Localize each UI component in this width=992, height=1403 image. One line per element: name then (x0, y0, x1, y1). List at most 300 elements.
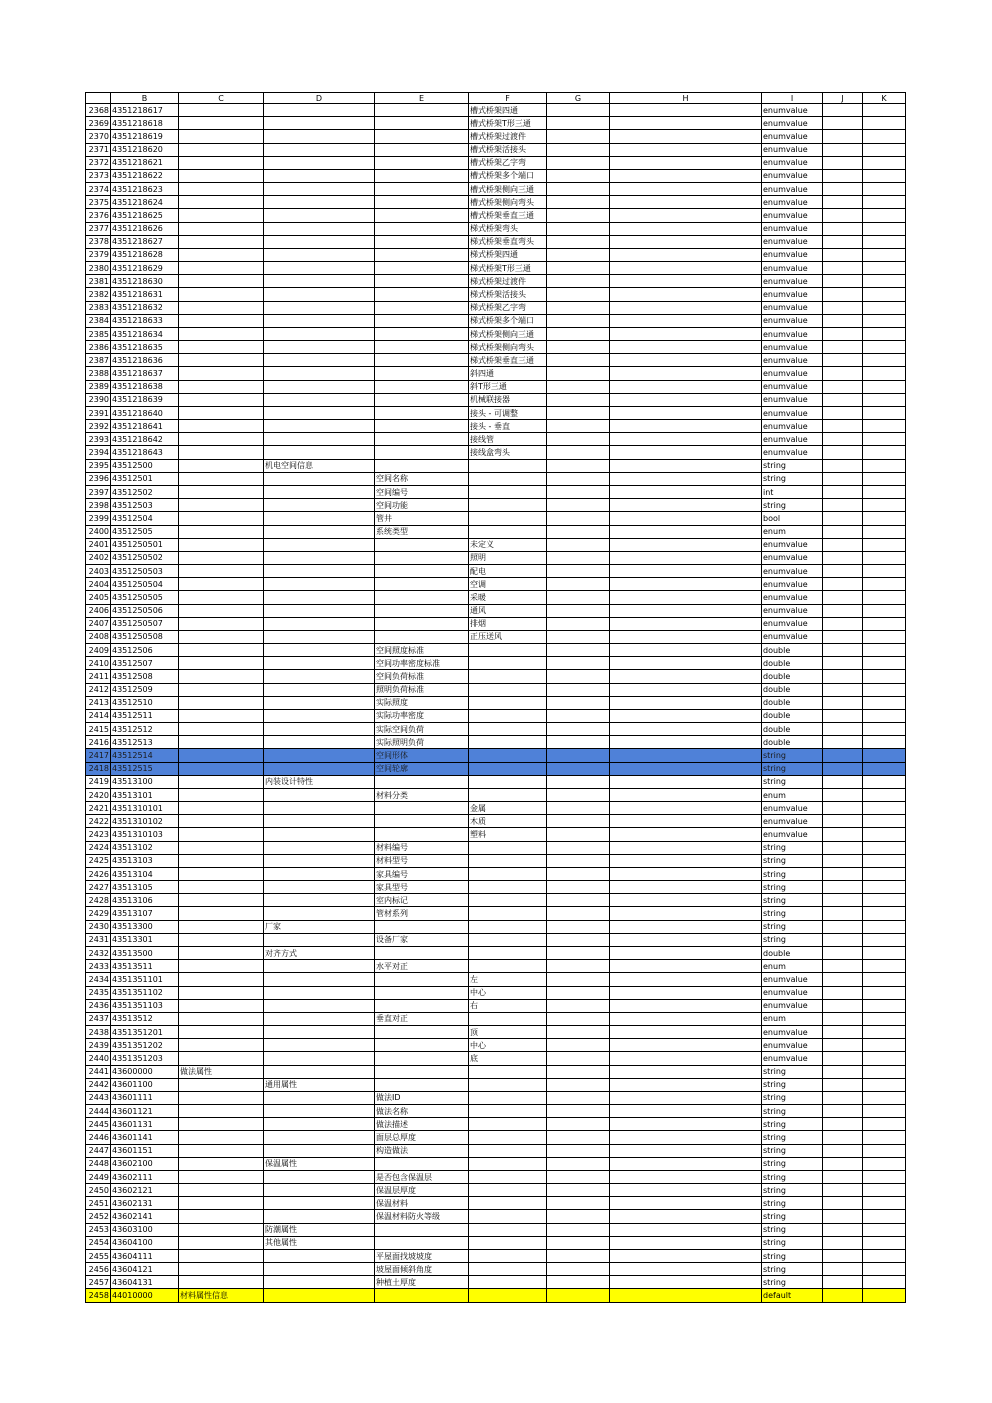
cell-i[interactable]: string (762, 1170, 823, 1183)
cell-i[interactable]: enumvalue (762, 275, 823, 288)
cell-h[interactable] (610, 815, 762, 828)
cell-i[interactable]: string (762, 933, 823, 946)
cell-h[interactable] (610, 183, 762, 196)
cell-c[interactable] (179, 1249, 264, 1262)
cell-e[interactable]: 材料分类 (375, 788, 469, 801)
cell-i[interactable]: enumvalue (762, 617, 823, 630)
cell-g[interactable] (547, 815, 610, 828)
cell-e[interactable] (375, 1157, 469, 1170)
cell-b[interactable]: 43602131 (111, 1197, 179, 1210)
cell-c[interactable] (179, 617, 264, 630)
row-number-cell[interactable]: 2387 (86, 354, 111, 367)
cell-e[interactable] (375, 341, 469, 354)
cell-i[interactable]: enumvalue (762, 1026, 823, 1039)
cell-b[interactable]: 43601151 (111, 1144, 179, 1157)
cell-k[interactable] (863, 1263, 906, 1276)
cell-b[interactable]: 43512509 (111, 683, 179, 696)
cell-k[interactable] (863, 907, 906, 920)
cell-b[interactable]: 43513100 (111, 775, 179, 788)
cell-j[interactable] (823, 960, 863, 973)
cell-d[interactable] (264, 683, 375, 696)
cell-h[interactable] (610, 986, 762, 999)
cell-f[interactable]: 梯式桥架过渡件 (469, 275, 547, 288)
row-number-cell[interactable]: 2458 (86, 1289, 111, 1302)
cell-k[interactable] (863, 248, 906, 261)
cell-b[interactable]: 4351351103 (111, 999, 179, 1012)
cell-j[interactable] (823, 1144, 863, 1157)
row-number-cell[interactable]: 2422 (86, 815, 111, 828)
cell-i[interactable]: enumvalue (762, 104, 823, 117)
cell-k[interactable] (863, 288, 906, 301)
cell-h[interactable] (610, 933, 762, 946)
cell-g[interactable] (547, 314, 610, 327)
row-number-cell[interactable]: 2412 (86, 683, 111, 696)
cell-d[interactable] (264, 538, 375, 551)
cell-c[interactable] (179, 130, 264, 143)
cell-c[interactable] (179, 367, 264, 380)
cell-i[interactable]: double (762, 736, 823, 749)
cell-j[interactable] (823, 1197, 863, 1210)
cell-e[interactable]: 家具编号 (375, 867, 469, 880)
cell-k[interactable] (863, 815, 906, 828)
cell-b[interactable]: 43602141 (111, 1210, 179, 1223)
cell-e[interactable]: 面层总厚度 (375, 1131, 469, 1144)
cell-g[interactable] (547, 406, 610, 419)
cell-g[interactable] (547, 169, 610, 182)
cell-h[interactable] (610, 406, 762, 419)
column-header[interactable]: B (111, 93, 179, 104)
cell-e[interactable] (375, 156, 469, 169)
row-number-cell[interactable]: 2433 (86, 960, 111, 973)
cell-c[interactable] (179, 1078, 264, 1091)
cell-h[interactable] (610, 1105, 762, 1118)
cell-b[interactable]: 43513512 (111, 1012, 179, 1025)
cell-k[interactable] (863, 341, 906, 354)
cell-h[interactable] (610, 644, 762, 657)
cell-k[interactable] (863, 222, 906, 235)
row-number-cell[interactable]: 2444 (86, 1105, 111, 1118)
cell-d[interactable] (264, 1118, 375, 1131)
cell-k[interactable] (863, 802, 906, 815)
row-number-cell[interactable]: 2398 (86, 499, 111, 512)
cell-g[interactable] (547, 696, 610, 709)
cell-b[interactable]: 4351310101 (111, 802, 179, 815)
cell-j[interactable] (823, 1131, 863, 1144)
cell-k[interactable] (863, 1197, 906, 1210)
cell-d[interactable]: 通用属性 (264, 1078, 375, 1091)
cell-c[interactable] (179, 1052, 264, 1065)
cell-k[interactable] (863, 525, 906, 538)
cell-i[interactable]: enumvalue (762, 578, 823, 591)
cell-j[interactable] (823, 604, 863, 617)
cell-e[interactable] (375, 367, 469, 380)
cell-b[interactable]: 43513105 (111, 881, 179, 894)
cell-h[interactable] (610, 380, 762, 393)
cell-h[interactable] (610, 683, 762, 696)
cell-h[interactable] (610, 854, 762, 867)
cell-h[interactable] (610, 156, 762, 169)
cell-k[interactable] (863, 235, 906, 248)
cell-e[interactable] (375, 235, 469, 248)
cell-k[interactable] (863, 1091, 906, 1104)
cell-j[interactable] (823, 854, 863, 867)
cell-d[interactable] (264, 222, 375, 235)
cell-b[interactable]: 43512515 (111, 762, 179, 775)
row-number-cell[interactable]: 2374 (86, 183, 111, 196)
cell-g[interactable] (547, 1091, 610, 1104)
cell-g[interactable] (547, 867, 610, 880)
cell-f[interactable] (469, 1210, 547, 1223)
cell-e[interactable] (375, 617, 469, 630)
cell-d[interactable] (264, 749, 375, 762)
cell-g[interactable] (547, 235, 610, 248)
cell-f[interactable] (469, 670, 547, 683)
cell-k[interactable] (863, 828, 906, 841)
cell-g[interactable] (547, 709, 610, 722)
cell-g[interactable] (547, 472, 610, 485)
column-header[interactable]: E (375, 93, 469, 104)
cell-g[interactable] (547, 130, 610, 143)
cell-d[interactable] (264, 578, 375, 591)
row-number-cell[interactable]: 2415 (86, 723, 111, 736)
cell-f[interactable] (469, 854, 547, 867)
cell-j[interactable] (823, 169, 863, 182)
row-number-cell[interactable]: 2427 (86, 881, 111, 894)
row-number-cell[interactable]: 2436 (86, 999, 111, 1012)
cell-h[interactable] (610, 222, 762, 235)
cell-k[interactable] (863, 156, 906, 169)
cell-i[interactable]: enumvalue (762, 169, 823, 182)
cell-b[interactable]: 4351218630 (111, 275, 179, 288)
cell-e[interactable]: 空间编号 (375, 485, 469, 498)
cell-i[interactable]: string (762, 894, 823, 907)
cell-i[interactable]: enumvalue (762, 248, 823, 261)
cell-e[interactable] (375, 459, 469, 472)
cell-g[interactable] (547, 1144, 610, 1157)
cell-i[interactable]: string (762, 1197, 823, 1210)
cell-i[interactable]: enumvalue (762, 565, 823, 578)
cell-d[interactable] (264, 1276, 375, 1289)
cell-g[interactable] (547, 578, 610, 591)
cell-i[interactable]: int (762, 485, 823, 498)
cell-i[interactable]: enumvalue (762, 828, 823, 841)
cell-b[interactable]: 43512510 (111, 696, 179, 709)
cell-f[interactable] (469, 723, 547, 736)
row-number-cell[interactable]: 2424 (86, 841, 111, 854)
row-number-cell[interactable]: 2410 (86, 657, 111, 670)
cell-g[interactable] (547, 262, 610, 275)
cell-k[interactable] (863, 1236, 906, 1249)
cell-e[interactable] (375, 169, 469, 182)
cell-i[interactable]: enumvalue (762, 604, 823, 617)
cell-c[interactable] (179, 683, 264, 696)
cell-e[interactable]: 家具型号 (375, 881, 469, 894)
cell-i[interactable]: double (762, 670, 823, 683)
cell-e[interactable]: 是否包含保温层 (375, 1170, 469, 1183)
cell-i[interactable]: double (762, 644, 823, 657)
cell-c[interactable] (179, 696, 264, 709)
cell-i[interactable]: double (762, 683, 823, 696)
cell-h[interactable] (610, 736, 762, 749)
cell-h[interactable] (610, 881, 762, 894)
cell-f[interactable]: 中心 (469, 1039, 547, 1052)
cell-d[interactable] (264, 117, 375, 130)
cell-f[interactable] (469, 736, 547, 749)
cell-c[interactable] (179, 907, 264, 920)
cell-d[interactable] (264, 183, 375, 196)
cell-b[interactable]: 43604111 (111, 1249, 179, 1262)
cell-g[interactable] (547, 604, 610, 617)
cell-e[interactable] (375, 802, 469, 815)
cell-b[interactable]: 4351351202 (111, 1039, 179, 1052)
cell-e[interactable]: 空间功能 (375, 499, 469, 512)
cell-b[interactable]: 44010000 (111, 1289, 179, 1302)
cell-h[interactable] (610, 867, 762, 880)
cell-b[interactable]: 43513103 (111, 854, 179, 867)
row-number-cell[interactable]: 2383 (86, 301, 111, 314)
cell-k[interactable] (863, 1131, 906, 1144)
cell-d[interactable] (264, 1289, 375, 1302)
cell-j[interactable] (823, 1236, 863, 1249)
cell-h[interactable] (610, 1078, 762, 1091)
cell-d[interactable] (264, 235, 375, 248)
cell-j[interactable] (823, 222, 863, 235)
cell-j[interactable] (823, 947, 863, 960)
cell-b[interactable]: 4351218624 (111, 196, 179, 209)
cell-f[interactable]: 排烟 (469, 617, 547, 630)
cell-e[interactable] (375, 380, 469, 393)
cell-e[interactable]: 空间形体 (375, 749, 469, 762)
cell-d[interactable] (264, 1012, 375, 1025)
cell-e[interactable] (375, 354, 469, 367)
cell-b[interactable]: 4351310103 (111, 828, 179, 841)
cell-f[interactable]: 梯式桥架T形三通 (469, 262, 547, 275)
cell-d[interactable] (264, 1249, 375, 1262)
cell-g[interactable] (547, 854, 610, 867)
cell-j[interactable] (823, 1289, 863, 1302)
cell-c[interactable] (179, 1157, 264, 1170)
cell-i[interactable]: enumvalue (762, 117, 823, 130)
cell-b[interactable]: 4351218636 (111, 354, 179, 367)
cell-h[interactable] (610, 262, 762, 275)
cell-d[interactable] (264, 565, 375, 578)
cell-e[interactable]: 做法名称 (375, 1105, 469, 1118)
cell-i[interactable]: enumvalue (762, 1052, 823, 1065)
cell-f[interactable]: 金属 (469, 802, 547, 815)
row-number-cell[interactable]: 2454 (86, 1236, 111, 1249)
cell-f[interactable] (469, 749, 547, 762)
cell-j[interactable] (823, 788, 863, 801)
row-number-cell[interactable]: 2371 (86, 143, 111, 156)
cell-c[interactable] (179, 1236, 264, 1249)
cell-k[interactable] (863, 565, 906, 578)
cell-k[interactable] (863, 973, 906, 986)
cell-b[interactable]: 43513301 (111, 933, 179, 946)
cell-e[interactable]: 系统类型 (375, 525, 469, 538)
cell-f[interactable]: 照明 (469, 551, 547, 564)
cell-d[interactable] (264, 657, 375, 670)
cell-i[interactable]: string (762, 1078, 823, 1091)
cell-f[interactable] (469, 709, 547, 722)
cell-c[interactable] (179, 775, 264, 788)
cell-f[interactable]: 配电 (469, 565, 547, 578)
cell-f[interactable] (469, 947, 547, 960)
cell-g[interactable] (547, 999, 610, 1012)
cell-c[interactable] (179, 644, 264, 657)
cell-e[interactable] (375, 947, 469, 960)
cell-c[interactable] (179, 578, 264, 591)
cell-g[interactable] (547, 393, 610, 406)
cell-f[interactable]: 槽式桥架过渡件 (469, 130, 547, 143)
cell-k[interactable] (863, 578, 906, 591)
cell-b[interactable]: 43512501 (111, 472, 179, 485)
cell-e[interactable]: 室内标记 (375, 894, 469, 907)
cell-h[interactable] (610, 1144, 762, 1157)
cell-h[interactable] (610, 275, 762, 288)
cell-d[interactable] (264, 670, 375, 683)
cell-k[interactable] (863, 749, 906, 762)
cell-d[interactable] (264, 933, 375, 946)
cell-c[interactable] (179, 788, 264, 801)
row-number-cell[interactable]: 2393 (86, 433, 111, 446)
cell-c[interactable] (179, 485, 264, 498)
cell-b[interactable]: 43512502 (111, 485, 179, 498)
row-number-cell[interactable]: 2369 (86, 117, 111, 130)
cell-h[interactable] (610, 393, 762, 406)
row-number-cell[interactable]: 2391 (86, 406, 111, 419)
cell-i[interactable]: enumvalue (762, 209, 823, 222)
cell-d[interactable] (264, 288, 375, 301)
cell-f[interactable] (469, 499, 547, 512)
cell-g[interactable] (547, 1197, 610, 1210)
cell-j[interactable] (823, 591, 863, 604)
cell-d[interactable] (264, 433, 375, 446)
cell-k[interactable] (863, 1118, 906, 1131)
cell-c[interactable] (179, 209, 264, 222)
cell-g[interactable] (547, 275, 610, 288)
cell-c[interactable] (179, 327, 264, 340)
cell-i[interactable]: string (762, 749, 823, 762)
cell-b[interactable]: 4351218638 (111, 380, 179, 393)
cell-f[interactable]: 未定义 (469, 538, 547, 551)
cell-f[interactable]: 槽式桥架T形三通 (469, 117, 547, 130)
cell-e[interactable]: 保温材料 (375, 1197, 469, 1210)
cell-b[interactable]: 43512508 (111, 670, 179, 683)
cell-e[interactable] (375, 104, 469, 117)
cell-k[interactable] (863, 130, 906, 143)
cell-k[interactable] (863, 775, 906, 788)
cell-i[interactable]: string (762, 762, 823, 775)
cell-b[interactable]: 4351218619 (111, 130, 179, 143)
cell-e[interactable] (375, 209, 469, 222)
cell-f[interactable]: 接头 - 可调整 (469, 406, 547, 419)
cell-j[interactable] (823, 986, 863, 999)
cell-k[interactable] (863, 551, 906, 564)
cell-d[interactable] (264, 973, 375, 986)
row-number-cell[interactable]: 2400 (86, 525, 111, 538)
cell-e[interactable] (375, 248, 469, 261)
cell-f[interactable]: 接头 - 垂直 (469, 420, 547, 433)
cell-c[interactable] (179, 1131, 264, 1144)
cell-f[interactable]: 塑料 (469, 828, 547, 841)
cell-f[interactable] (469, 1012, 547, 1025)
cell-i[interactable]: enum (762, 960, 823, 973)
cell-b[interactable]: 4351218631 (111, 288, 179, 301)
cell-k[interactable] (863, 1157, 906, 1170)
cell-j[interactable] (823, 670, 863, 683)
cell-g[interactable] (547, 1276, 610, 1289)
cell-i[interactable]: enumvalue (762, 446, 823, 459)
cell-c[interactable] (179, 709, 264, 722)
cell-f[interactable]: 梯式桥架侧向弯头 (469, 341, 547, 354)
cell-e[interactable]: 平屋面找坡坡度 (375, 1249, 469, 1262)
cell-j[interactable] (823, 815, 863, 828)
cell-g[interactable] (547, 1289, 610, 1302)
cell-e[interactable]: 保温层厚度 (375, 1184, 469, 1197)
cell-e[interactable] (375, 1052, 469, 1065)
column-header[interactable]: C (179, 93, 264, 104)
cell-g[interactable] (547, 762, 610, 775)
cell-b[interactable]: 43513500 (111, 947, 179, 960)
cell-e[interactable]: 做法描述 (375, 1118, 469, 1131)
row-number-cell[interactable]: 2402 (86, 551, 111, 564)
row-number-cell[interactable]: 2449 (86, 1170, 111, 1183)
cell-d[interactable]: 机电空间信息 (264, 459, 375, 472)
row-number-cell[interactable]: 2435 (86, 986, 111, 999)
cell-f[interactable] (469, 920, 547, 933)
cell-i[interactable]: string (762, 472, 823, 485)
cell-h[interactable] (610, 788, 762, 801)
cell-h[interactable] (610, 209, 762, 222)
cell-e[interactable]: 实际功率密度 (375, 709, 469, 722)
cell-h[interactable] (610, 327, 762, 340)
cell-k[interactable] (863, 1170, 906, 1183)
cell-j[interactable] (823, 723, 863, 736)
cell-b[interactable]: 4351351203 (111, 1052, 179, 1065)
cell-g[interactable] (547, 551, 610, 564)
cell-j[interactable] (823, 420, 863, 433)
cell-j[interactable] (823, 973, 863, 986)
cell-h[interactable] (610, 670, 762, 683)
cell-k[interactable] (863, 314, 906, 327)
cell-k[interactable] (863, 1078, 906, 1091)
cell-b[interactable]: 43513300 (111, 920, 179, 933)
cell-g[interactable] (547, 630, 610, 643)
cell-h[interactable] (610, 1289, 762, 1302)
cell-b[interactable]: 4351218623 (111, 183, 179, 196)
cell-k[interactable] (863, 1052, 906, 1065)
cell-b[interactable]: 4351218634 (111, 327, 179, 340)
cell-c[interactable] (179, 156, 264, 169)
cell-g[interactable] (547, 1263, 610, 1276)
cell-i[interactable]: enumvalue (762, 262, 823, 275)
cell-h[interactable] (610, 1052, 762, 1065)
cell-i[interactable]: enumvalue (762, 367, 823, 380)
cell-b[interactable]: 43512504 (111, 512, 179, 525)
cell-j[interactable] (823, 1105, 863, 1118)
cell-g[interactable] (547, 327, 610, 340)
cell-e[interactable] (375, 578, 469, 591)
cell-c[interactable] (179, 986, 264, 999)
cell-c[interactable] (179, 222, 264, 235)
cell-i[interactable]: enumvalue (762, 341, 823, 354)
cell-b[interactable]: 43601100 (111, 1078, 179, 1091)
cell-i[interactable]: enumvalue (762, 380, 823, 393)
cell-i[interactable]: enumvalue (762, 986, 823, 999)
cell-e[interactable] (375, 775, 469, 788)
cell-d[interactable] (264, 986, 375, 999)
cell-f[interactable] (469, 1131, 547, 1144)
